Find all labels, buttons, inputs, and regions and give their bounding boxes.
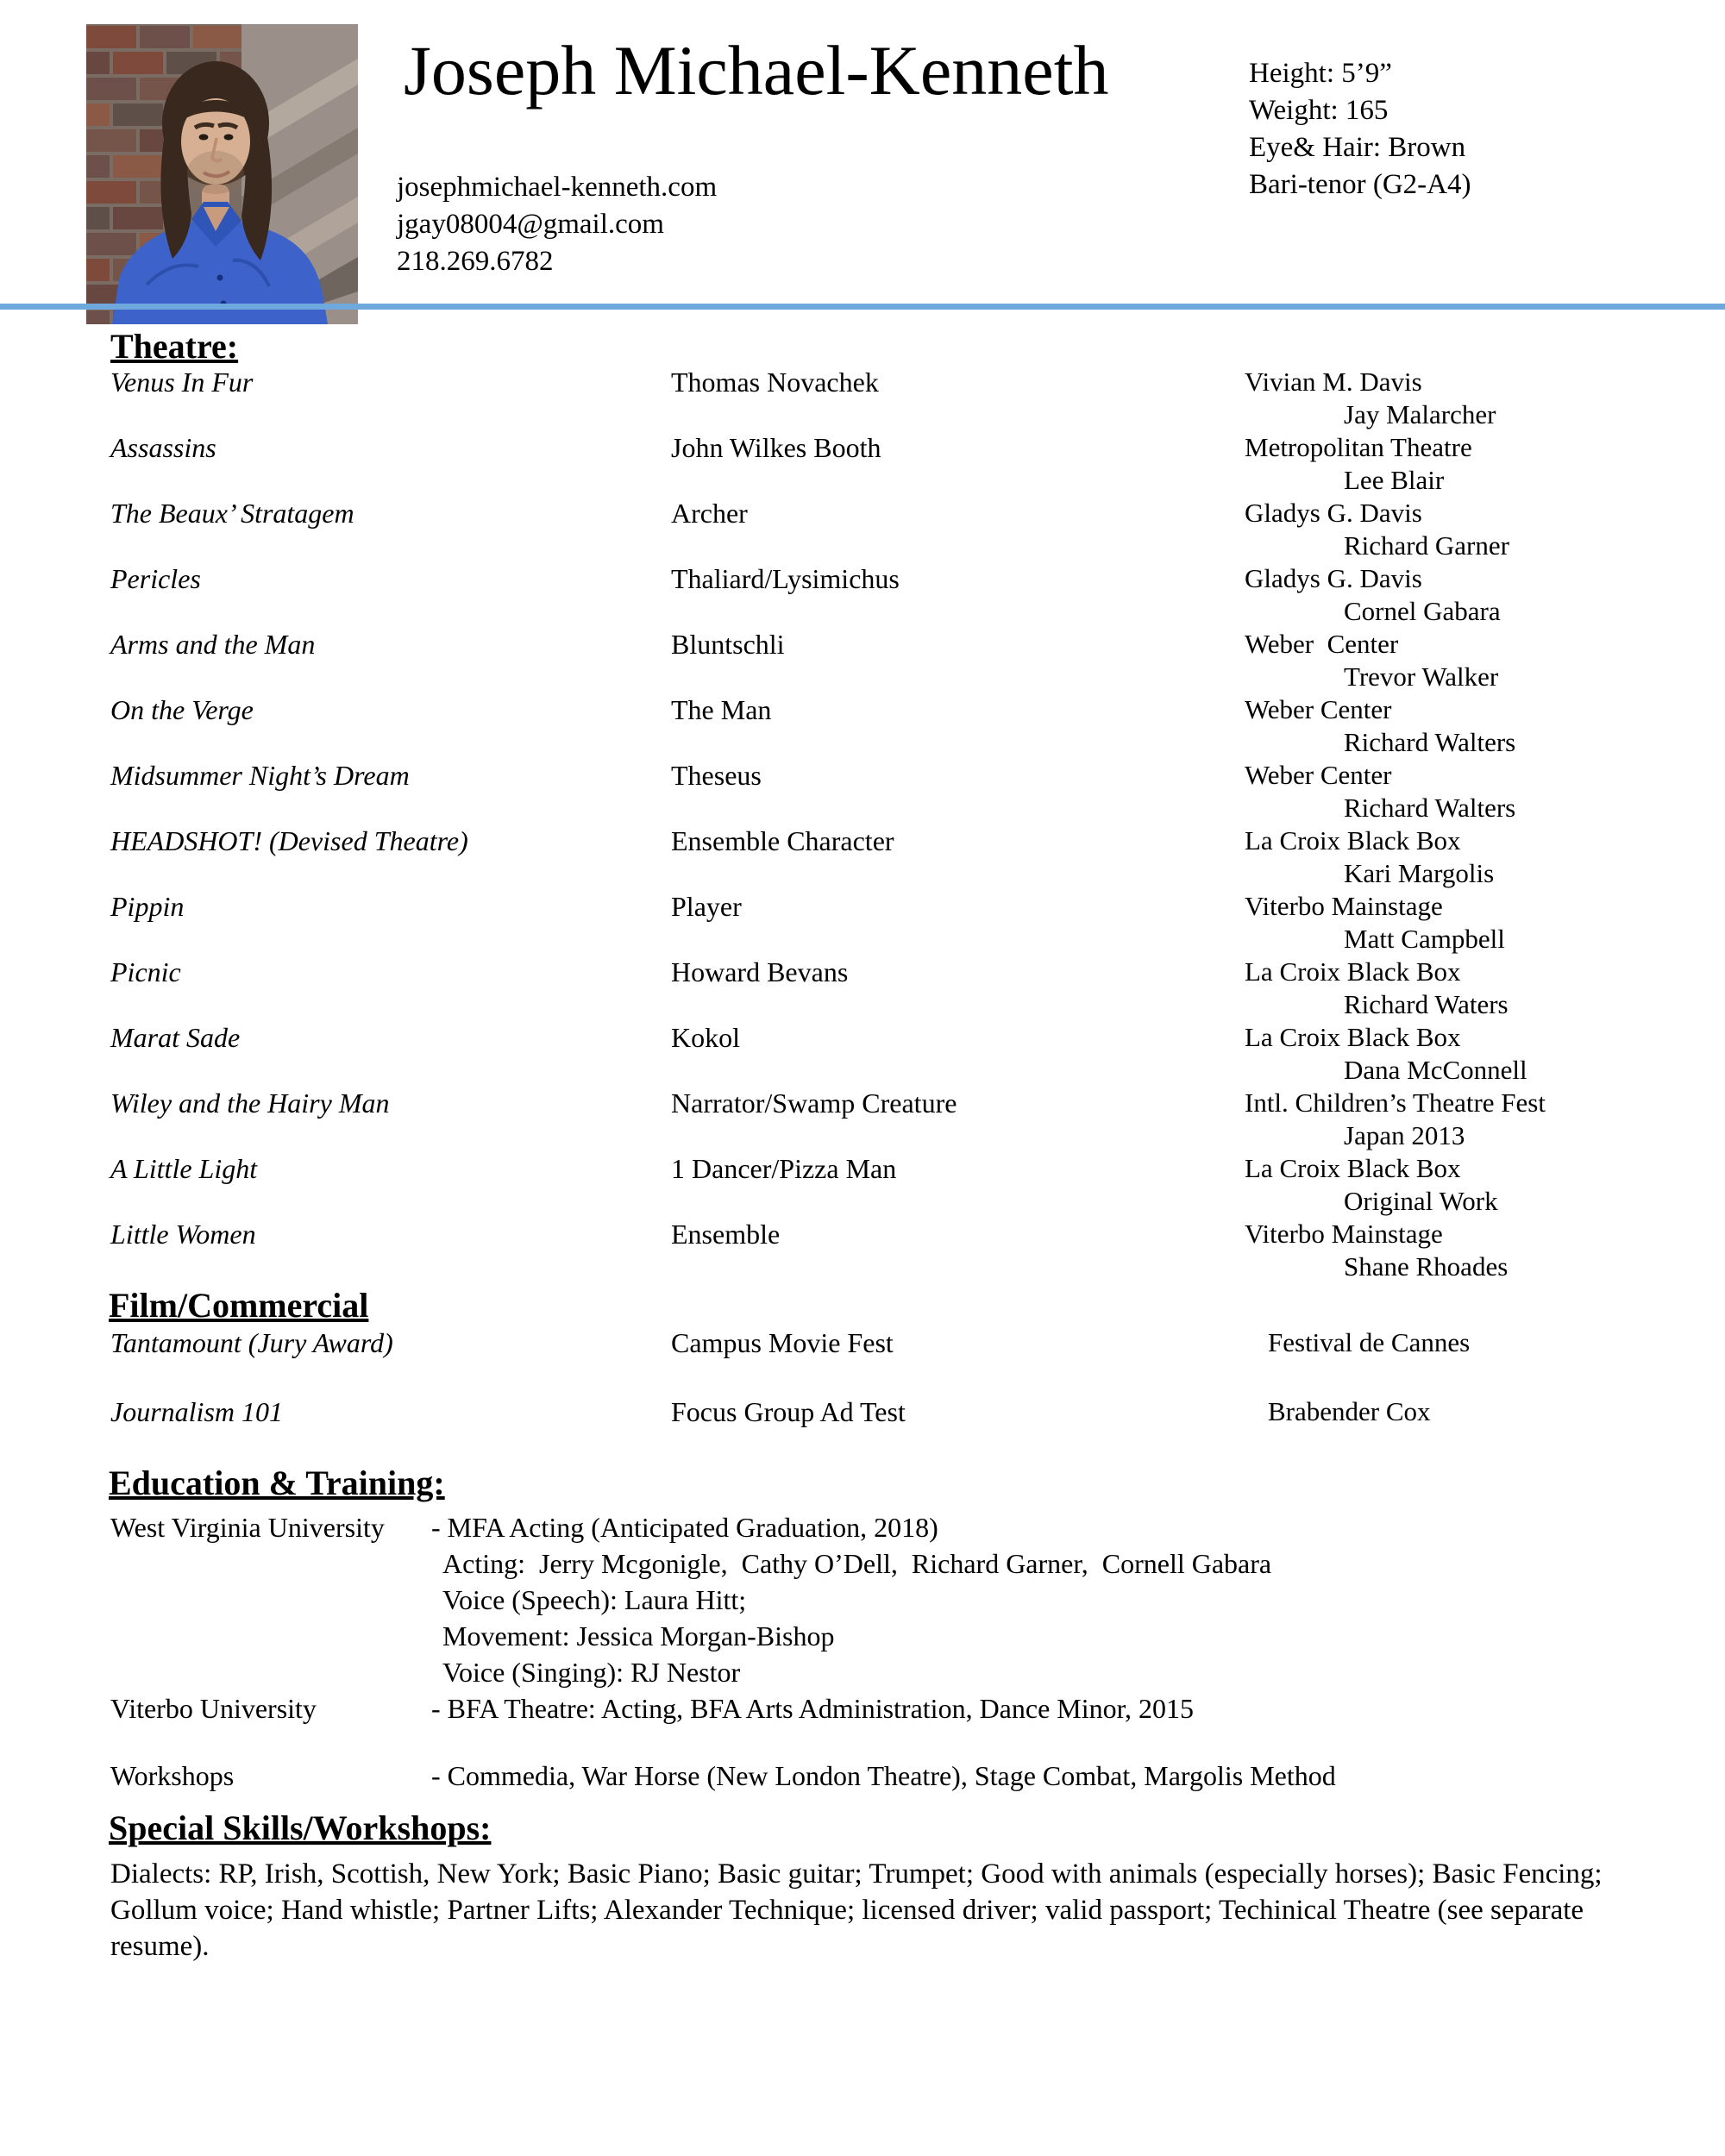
skills-text: Dialects: RP, Irish, Scottish, New York; Basic Piano; Basic guitar; Trumpet; Good with animals (especially horses); Basic Fencing; Gollum voice; Hand whistle; Partner Lifts; Alexander Technique; licensed driver; valid passport; Techinical Theatre (see separate resume). [110, 1858, 1603, 1962]
education-line: Voice (Speech): Laura Hitt; [442, 1584, 747, 1615]
divider-line [0, 304, 1725, 310]
education-institution: West Virginia University [110, 1512, 385, 1543]
venue-name: Gladys G. Davis [1245, 498, 1422, 528]
venue-name: La Croix Black Box [1245, 825, 1461, 856]
director-name: Dana McConnell [1344, 1055, 1527, 1085]
theatre-section-heading: Theatre: [110, 327, 239, 366]
weight-text: Weight: 165 [1249, 95, 1389, 126]
role-name: Thomas Novachek [671, 367, 879, 398]
play-title: Marat Sade [110, 1022, 241, 1053]
venue-name: Weber Center [1245, 629, 1399, 659]
venue-cell [1245, 1021, 1725, 1087]
education-line: - BFA Theatre: Acting, BFA Arts Administration, Dance Minor, 2015 [431, 1693, 1194, 1724]
role-name: Narrator/Swamp Creature [671, 1087, 957, 1119]
phone-text: 218.269.6782 [397, 246, 554, 277]
play-title: On the Verge [110, 694, 254, 725]
theatre-row [0, 431, 1725, 497]
education-institution: Viterbo University [110, 1693, 317, 1724]
education-line: Movement: Jessica Morgan-Bishop [442, 1620, 835, 1651]
director-name: Japan 2013 [1344, 1120, 1465, 1150]
education-entry [0, 1690, 1725, 1727]
theatre-row [0, 824, 1725, 890]
play-title: Arms and the Man [110, 629, 316, 660]
venue-name: Viterbo Mainstage [1245, 1219, 1443, 1249]
venue-cell [1245, 431, 1725, 497]
role-name: Ensemble Character [671, 825, 894, 856]
role-name: John Wilkes Booth [671, 432, 881, 463]
contact-block [397, 169, 717, 280]
venue-name: La Croix Black Box [1245, 1022, 1461, 1052]
director-name: Jay Malarcher [1344, 399, 1496, 429]
venue-cell [1245, 956, 1725, 1021]
skills-section-heading: Special Skills/Workshops: [109, 1808, 492, 1847]
venue-name: Metropolitan Theatre [1245, 432, 1472, 462]
theatre-row [0, 759, 1725, 824]
director-name: Richard Waters [1344, 989, 1509, 1019]
role-name: Ensemble [671, 1219, 781, 1250]
venue-name: Intl. Children’s Theatre Fest [1245, 1087, 1546, 1118]
role-name: Theseus [671, 760, 762, 791]
film-role: Focus Group Ad Test [671, 1396, 906, 1427]
director-name: Trevor Walker [1344, 661, 1499, 692]
role-name: Player [671, 891, 742, 922]
role-name: Archer [671, 498, 748, 529]
theatre-row [0, 1087, 1725, 1152]
venue-name: Viterbo Mainstage [1245, 891, 1443, 921]
play-title: Pippin [110, 891, 185, 922]
website-text: josephmichael-kenneth.com [397, 172, 718, 203]
venue-cell [1245, 1152, 1725, 1218]
film-credits-list [0, 1326, 1725, 1464]
education-line: Voice (Singing): RJ Nestor [442, 1657, 741, 1688]
director-name: Richard Garner [1344, 530, 1509, 561]
education-entry [0, 1509, 1725, 1690]
venue-cell [1245, 1218, 1725, 1283]
venue-name: Weber Center [1245, 760, 1392, 790]
venue-cell [1245, 890, 1725, 956]
page-title: Joseph Michael-Kenneth [404, 31, 1109, 110]
education-list [0, 1509, 1725, 1794]
film-venue: Festival de Cannes [1268, 1327, 1471, 1357]
venue-cell [1245, 759, 1725, 824]
venue-cell [1245, 824, 1725, 890]
director-name: Shane Rhoades [1344, 1251, 1509, 1282]
venue-name: Vivian M. Davis [1245, 367, 1422, 397]
play-title: Picnic [110, 956, 181, 987]
theatre-row [0, 366, 1725, 431]
theatre-row [0, 1218, 1725, 1283]
role-name: Thaliard/Lysimichus [671, 563, 900, 594]
film-title: Journalism 101 [110, 1396, 283, 1427]
venue-name: La Croix Black Box [1245, 956, 1461, 987]
play-title: HEADSHOT! (Devised Theatre) [110, 825, 468, 856]
venue-cell [1245, 562, 1725, 628]
education-section-heading: Education & Training: [109, 1463, 445, 1502]
theatre-row [0, 562, 1725, 628]
venue-cell [1245, 1087, 1725, 1152]
email-text: jgay08004@gmail.com [397, 209, 664, 240]
theatre-row [0, 1021, 1725, 1087]
film-venue: Brabender Cox [1268, 1396, 1431, 1426]
education-line: - Commedia, War Horse (New London Theatre), Stage Combat, Margolis Method [431, 1760, 1336, 1791]
education-details [431, 1509, 1725, 1690]
director-name: Kari Margolis [1344, 858, 1495, 888]
education-line: Acting: Jerry Mcgonigle, Cathy O’Dell, Richard Garner, Cornell Gabara [442, 1548, 1272, 1579]
play-title: A Little Light [110, 1153, 258, 1184]
headshot-illustration [86, 24, 358, 324]
education-details [431, 1690, 1725, 1727]
role-name: 1 Dancer/Pizza Man [671, 1153, 897, 1184]
theatre-row [0, 628, 1725, 693]
voice-range-text: Bari-tenor (G2-A4) [1249, 169, 1471, 200]
film-title: Tantamount (Jury Award) [110, 1327, 393, 1358]
venue-name: Weber Center [1245, 694, 1392, 724]
director-name: Cornel Gabara [1344, 596, 1501, 626]
theatre-row [0, 497, 1725, 562]
theatre-row [0, 1152, 1725, 1218]
theatre-row [0, 890, 1725, 956]
film-role: Campus Movie Fest [671, 1327, 894, 1358]
headshot-photo [86, 24, 358, 324]
play-title: The Beaux’ Stratagem [110, 498, 354, 529]
director-name: Lee Blair [1344, 465, 1445, 495]
education-entry [0, 1758, 1725, 1794]
role-name: Kokol [671, 1022, 740, 1053]
venue-name: La Croix Black Box [1245, 1153, 1461, 1183]
venue-cell [1245, 366, 1725, 431]
play-title: Little Women [110, 1219, 256, 1250]
theatre-row [0, 693, 1725, 759]
venue-cell [1245, 628, 1725, 693]
play-title: Pericles [110, 563, 201, 594]
director-name: Richard Walters [1344, 727, 1516, 757]
education-line: - MFA Acting (Anticipated Graduation, 2018) [431, 1512, 938, 1543]
play-title: Midsummer Night’s Dream [110, 760, 410, 791]
theatre-row [0, 956, 1725, 1021]
height-text: Height: 5’9” [1249, 58, 1392, 89]
venue-cell [1245, 693, 1725, 759]
film-section-heading: Film/Commercial [109, 1286, 369, 1325]
role-name: Howard Bevans [671, 956, 849, 987]
director-name: Original Work [1344, 1186, 1498, 1216]
play-title: Wiley and the Hairy Man [110, 1087, 390, 1119]
education-details [431, 1758, 1725, 1794]
director-name: Matt Campbell [1344, 924, 1505, 954]
venue-cell [1245, 497, 1725, 562]
film-row [0, 1395, 1725, 1464]
role-name: Bluntschli [671, 629, 785, 660]
film-row [0, 1326, 1725, 1395]
play-title: Assassins [110, 432, 216, 463]
theatre-credits-list [0, 366, 1725, 1283]
director-name: Richard Walters [1344, 793, 1516, 823]
education-institution: Workshops [110, 1760, 235, 1791]
stats-block [1249, 55, 1471, 204]
role-name: The Man [671, 694, 772, 725]
play-title: Venus In Fur [110, 367, 254, 398]
eye-hair-text: Eye& Hair: Brown [1249, 132, 1466, 163]
venue-name: Gladys G. Davis [1245, 563, 1422, 593]
